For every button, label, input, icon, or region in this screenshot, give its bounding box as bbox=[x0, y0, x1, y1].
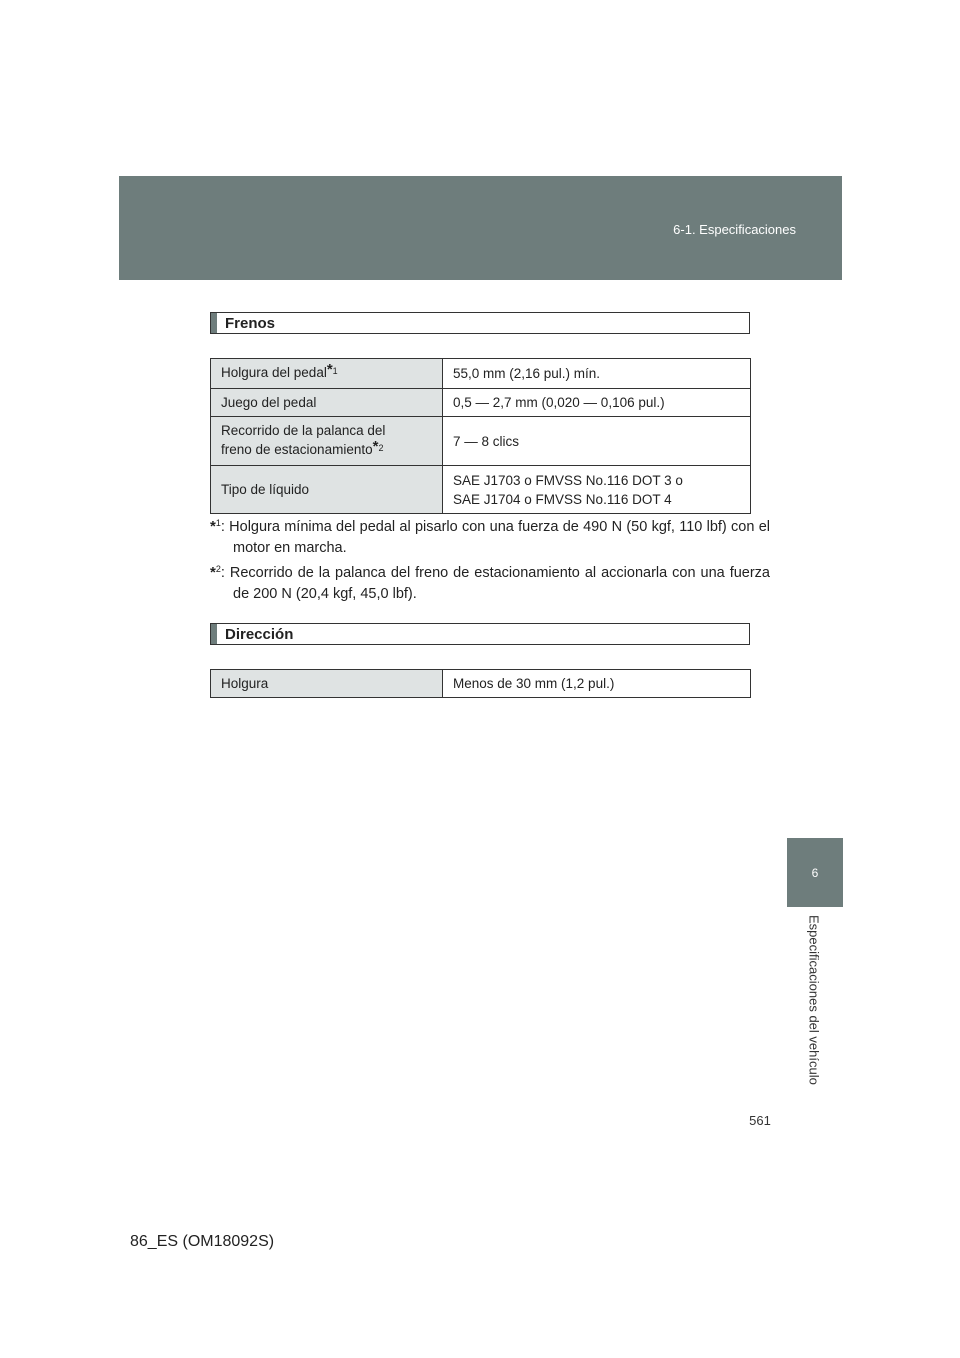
document-code: 86_ES (OM18092S) bbox=[130, 1233, 275, 1250]
spec-value: 0,5 — 2,7 mm (0,020 — 0,106 pul.) bbox=[443, 389, 751, 417]
spec-value: SAE J1703 o FMVSS No.116 DOT 3 o SAE J1704 o FMVSS No.116 DOT 4 bbox=[443, 466, 751, 514]
page-number: 561 bbox=[749, 1113, 771, 1128]
heading-bar bbox=[211, 313, 217, 333]
heading-bar bbox=[211, 624, 217, 644]
spec-value: 7 — 8 clics bbox=[443, 417, 751, 466]
header-band bbox=[119, 176, 842, 280]
table-row bbox=[211, 359, 751, 389]
spec-value: Menos de 30 mm (1,2 pul.) bbox=[443, 670, 751, 698]
table-row bbox=[211, 670, 751, 698]
table-row bbox=[211, 466, 751, 514]
chapter-title: Especificaciones del vehículo bbox=[806, 915, 822, 1085]
table-row bbox=[211, 417, 751, 466]
footnote-2: *$^2$: Recorrido de la palanca del freno de estacionamiento al accionarla con una fuerza de 200 N (20,4 kgf, 45,0 lbf). bbox=[210, 564, 770, 602]
spec-label: Recorrido de la palanca del freno de estacionamiento$^{*2}$ bbox=[211, 417, 443, 466]
section-title: 6-1. Especificaciones bbox=[673, 222, 796, 237]
heading-text: Frenos bbox=[225, 314, 276, 332]
section-heading-steering bbox=[210, 623, 750, 645]
brakes-table bbox=[210, 358, 751, 514]
section-heading-brakes bbox=[210, 312, 750, 334]
heading-text: Dirección bbox=[225, 625, 294, 643]
chapter-tab: 6 bbox=[787, 838, 843, 907]
spec-label: Tipo de líquido bbox=[211, 466, 443, 514]
steering-table bbox=[210, 669, 751, 698]
spec-label: Holgura bbox=[211, 670, 443, 698]
spec-label: Holgura del pedal$^{*1}$ bbox=[211, 359, 443, 389]
table-row bbox=[211, 389, 751, 417]
footnote-1: *$^1$: Holgura mínima del pedal al pisarlo con una fuerza de 490 N (50 kgf, 110 lbf) con el motor en marcha. bbox=[210, 518, 770, 556]
spec-value: 55,0 mm (2,16 pul.) mín. bbox=[443, 359, 751, 389]
spec-label: Juego del pedal bbox=[211, 389, 443, 417]
